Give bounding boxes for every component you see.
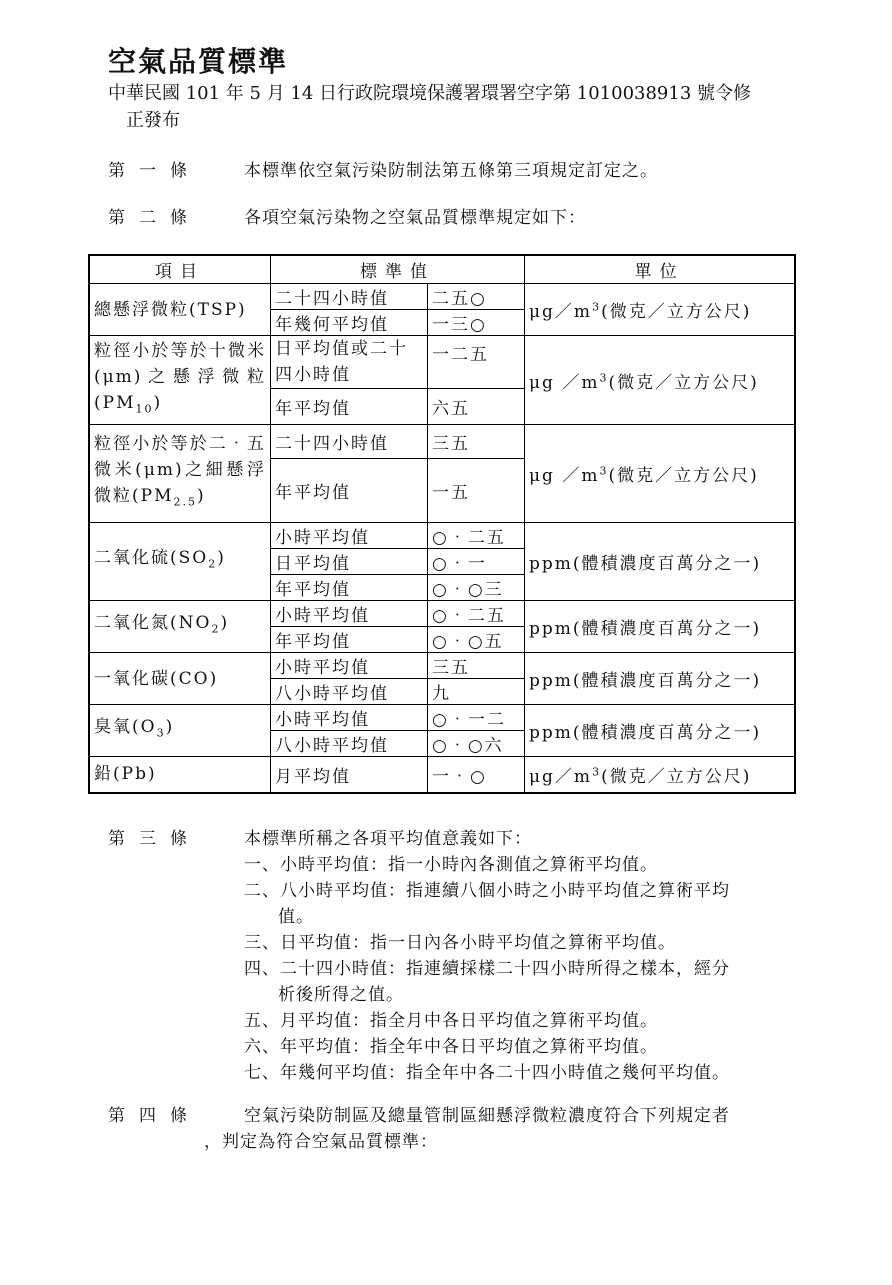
definition-item: 五、月平均值：指全月中各日平均值之算術平均值。 xyxy=(244,1011,658,1031)
pollutant-tsp: 總懸浮微粒(TSP) xyxy=(89,284,271,336)
period-cell: 年平均值 xyxy=(271,627,428,653)
period-cell: 年平均值 xyxy=(271,389,428,425)
value-cell: ○‧○五 xyxy=(428,627,525,653)
table-row xyxy=(89,601,795,627)
definition-item: 七、年幾何平均值：指全年中各二十四小時值之幾何平均值。 xyxy=(244,1063,730,1083)
value-cell: 三五 xyxy=(428,425,525,459)
unit-cell: ppm(體積濃度百萬分之一) xyxy=(525,653,796,705)
unit-cell: ppm(體積濃度百萬分之一) xyxy=(525,523,796,601)
article-2 xyxy=(108,205,798,231)
article-3 xyxy=(108,826,798,852)
pollutant-o3: 臭氧$(O_3)$ xyxy=(89,705,271,757)
value-cell: ○‧○六 xyxy=(428,731,525,757)
article-1-number: 第一條 xyxy=(108,161,201,181)
unit-cell: $\mu g/m^3$(微克／立方公尺) xyxy=(525,284,796,336)
unit-cell: μg $/m^3$(微克／立方公尺) xyxy=(525,425,796,523)
period-cell: 二十四小時值 xyxy=(271,284,428,310)
period-cell: 年平均值 xyxy=(271,459,428,523)
definition-item: 三、日平均值：指一日內各小時平均值之算術平均值。 xyxy=(244,933,676,953)
pollutant-pm10: 粒徑小於等於十微米(μm)之懸浮微粒$(PM_{10})$ xyxy=(89,336,271,425)
period-cell: 小時平均值 xyxy=(271,523,428,549)
period-cell: 日平均值或二十四小時值 xyxy=(271,336,428,389)
value-cell: ○‧一 xyxy=(428,549,525,575)
definition-item: 一、小時平均值：指一小時內各測值之算術平均值。 xyxy=(244,855,658,875)
promulgation-line-1: 中華民國 101 年 5 月 14 日行政院環境保護署環署空字第 1010038913 號令修 xyxy=(108,83,752,104)
period-cell: 小時平均值 xyxy=(271,653,428,679)
period-cell: 小時平均值 xyxy=(271,705,428,731)
value-cell: ○‧二五 xyxy=(428,523,525,549)
definition-item: 二、八小時平均值：指連續八個小時之小時平均值之算術平均 值。 xyxy=(244,881,730,927)
table-row xyxy=(89,284,795,310)
header-unit: 單位 xyxy=(525,255,796,284)
unit-cell: $\mu g/m^3$(微克／立方公尺) xyxy=(525,757,796,793)
article-2-text: 各項空氣污染物之空氣品質標準規定如下： xyxy=(244,208,586,228)
article-4 xyxy=(108,1103,798,1155)
unit-cell: ppm(體積濃度百萬分之一) xyxy=(525,601,796,653)
value-cell: 一二五 xyxy=(428,336,525,389)
article-4-number: 第四條 xyxy=(108,1106,201,1126)
value-cell: 一五 xyxy=(428,459,525,523)
period-cell: 小時平均值 xyxy=(271,601,428,627)
period-cell: 日平均值 xyxy=(271,549,428,575)
pollutant-no2: 二氧化氮$(NO_2)$ xyxy=(89,601,271,653)
unit-cell: ppm(體積濃度百萬分之一) xyxy=(525,705,796,757)
period-cell: 八小時平均值 xyxy=(271,731,428,757)
value-cell: ○‧○三 xyxy=(428,575,525,601)
value-cell: 九 xyxy=(428,679,525,705)
unit-cell: μg $/m^3$(微克／立方公尺) xyxy=(525,336,796,425)
value-cell: 三五 xyxy=(428,653,525,679)
value-cell: 一‧○ xyxy=(428,757,525,793)
table-row xyxy=(89,757,795,793)
pollutant-so2: 二氧化硫$(SO_2)$ xyxy=(89,523,271,601)
period-cell: 八小時平均值 xyxy=(271,679,428,705)
promulgation-line-2: 正發布 xyxy=(126,110,180,131)
article-3-number: 第三條 xyxy=(108,829,201,849)
table-row xyxy=(89,523,795,549)
table-row xyxy=(89,705,795,731)
article-4-line-1: 空氣污染防制區及總量管制區細懸浮微粒濃度符合下列規定者 xyxy=(244,1106,730,1126)
header-standard: 標準值 xyxy=(271,255,525,284)
table-header-row xyxy=(89,255,795,284)
period-cell: 月平均值 xyxy=(271,757,428,793)
article-1 xyxy=(108,158,798,184)
air-quality-standards-table xyxy=(88,254,796,794)
definition-item: 四、二十四小時值：指連續採樣二十四小時所得之樣本，經分 析後所得之值。 xyxy=(244,959,730,1005)
value-cell: ○‧一二 xyxy=(428,705,525,731)
table-row xyxy=(89,653,795,679)
header-item: 項目 xyxy=(89,255,271,284)
value-cell: ○‧二五 xyxy=(428,601,525,627)
period-cell: 二十四小時值 xyxy=(271,425,428,459)
promulgation-note xyxy=(108,80,788,134)
value-cell: 二五○ xyxy=(428,284,525,310)
definition-item: 六、年平均值：指全年中各日平均值之算術平均值。 xyxy=(244,1037,658,1057)
value-cell: 一三○ xyxy=(428,310,525,336)
average-definitions-list xyxy=(244,852,804,1086)
article-4-line-2: ，判定為符合空氣品質標準： xyxy=(204,1132,438,1152)
pollutant-pb: 鉛(Pb) xyxy=(89,757,271,793)
period-cell: 年幾何平均值 xyxy=(271,310,428,336)
table-row xyxy=(89,336,795,389)
pollutant-pm25: 粒徑小於等於二‧五微米(μm)之細懸浮微粒$(PM_{2.5})$ xyxy=(89,425,271,523)
article-2-number: 第二條 xyxy=(108,208,201,228)
table-row xyxy=(89,425,795,459)
document-title: 空氣品質標準 xyxy=(108,45,289,78)
period-cell: 年平均值 xyxy=(271,575,428,601)
article-3-intro: 本標準所稱之各項平均值意義如下： xyxy=(244,829,532,849)
value-cell: 六五 xyxy=(428,389,525,425)
article-1-text: 本標準依空氣污染防制法第五條第三項規定訂定之。 xyxy=(244,161,658,181)
pollutant-co: 一氧化碳(CO) xyxy=(89,653,271,705)
